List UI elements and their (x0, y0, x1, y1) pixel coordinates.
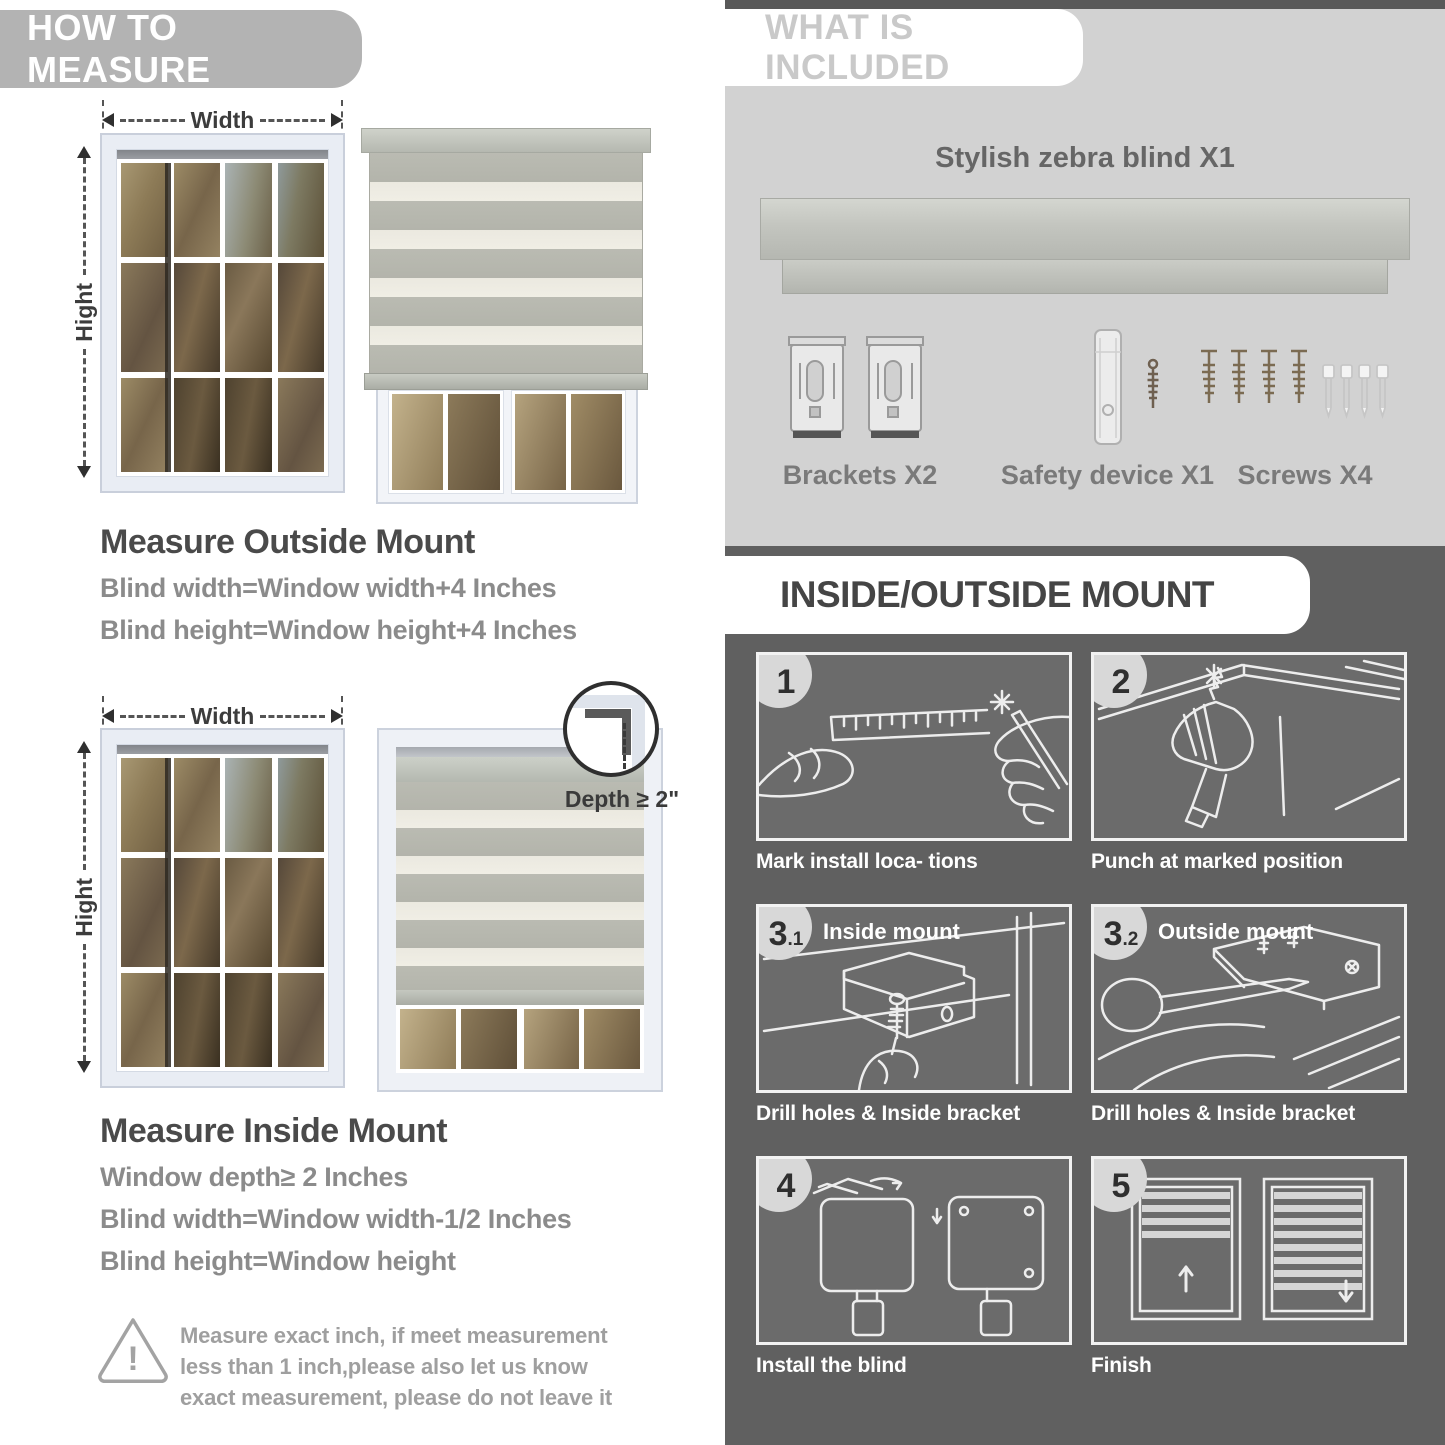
mount-section-header (725, 556, 1310, 634)
step-5-caption: Finish (1091, 1354, 1152, 1377)
what-is-included-header (725, 9, 1083, 86)
arrow-down-icon (77, 466, 91, 478)
step-number-badge: 2 (1091, 652, 1147, 708)
step-number-badge: 3 .2 (1091, 904, 1147, 960)
how-to-measure-title: HOW TO MEASURE (27, 7, 211, 90)
width-arrow-outside (102, 108, 343, 132)
safety-device-icon (1040, 328, 1190, 453)
step-3-2-caption: Drill holes & Inside bracket (1091, 1102, 1355, 1125)
brackets-icon (787, 333, 937, 453)
arrow-right-icon (331, 709, 343, 723)
safety-device-label: Safety device X1 (1000, 460, 1215, 490)
how-to-measure-header (0, 7, 362, 90)
magnifier-depth-detail-icon (563, 681, 659, 777)
zebra-blind-outside-mount-figure (358, 118, 654, 510)
width-label: Width (190, 702, 255, 729)
step-3-1 (756, 904, 1072, 1140)
outside-mount-instructions (100, 523, 700, 646)
outside-mount-width-rule: Blind width=Window width+4 Inches (100, 573, 557, 603)
step-2-illustration-frame (1091, 652, 1407, 841)
window-photo-outside (100, 133, 345, 493)
depth-requirement-label: Depth ≥ 2" (564, 786, 680, 812)
screws-label: Screws X4 (1237, 460, 1373, 490)
inside-mount-height-rule: Blind height=Window height (100, 1246, 456, 1276)
step-3-1-illustration-frame (756, 904, 1072, 1093)
step-number-badge: 3 .1 (756, 904, 812, 960)
step-3-1-caption: Drill holes & Inside bracket (756, 1102, 1020, 1125)
step-1 (756, 652, 1072, 888)
blind-bottom-rail (364, 373, 648, 390)
hight-label: Hight (70, 877, 97, 937)
arrow-left-icon (102, 709, 114, 723)
outside-mount-height-rule: Blind height=Window height+4 Inches (100, 615, 577, 645)
arrow-down-icon (77, 1061, 91, 1073)
product-name-label: Stylish zebra blind X1 (935, 142, 1235, 174)
window-sash-left (121, 758, 220, 1067)
hight-label: Hight (70, 282, 97, 342)
depth-dashed-line (623, 723, 626, 769)
blind-bottom-rail (396, 990, 644, 1005)
window-top-track (117, 150, 328, 159)
installation-steps-grid (756, 652, 1407, 1392)
warning-triangle-icon (95, 1313, 171, 1383)
inside-mount-width-rule: Blind width=Window width-1/2 Inches (100, 1204, 572, 1234)
arrow-left-icon (102, 113, 114, 127)
blind-headrail (361, 128, 651, 153)
step-2-caption: Punch at marked position (1091, 850, 1343, 873)
step-4 (756, 1156, 1072, 1392)
arrow-up-icon (77, 741, 91, 753)
step-3-1-panel-title: Inside mount (823, 919, 960, 944)
window-sash-right (225, 758, 324, 1067)
lamp-post-reflection (165, 758, 171, 1067)
lamp-post-reflection (165, 163, 171, 472)
height-arrow-outside (72, 146, 96, 478)
blind-cassette-image (760, 198, 1410, 260)
inside-mount-title: Measure Inside Mount (100, 1112, 448, 1150)
window-photo-inside (100, 728, 345, 1088)
step-number-badge: 1 (756, 652, 812, 708)
window-top-track (117, 745, 328, 754)
window-sash-left (121, 163, 220, 472)
zebra-blind-inside-mount-figure (377, 728, 663, 1092)
brackets-label: Brackets X2 (782, 460, 938, 490)
inside-mount-depth-rule: Window depth≥ 2 Inches (100, 1162, 408, 1192)
what-is-included-section (725, 0, 1445, 546)
mount-section-title: INSIDE/OUTSIDE MOUNT (780, 574, 1215, 615)
step-number-badge: 4 (756, 1156, 812, 1212)
step-4-caption: Install the blind (756, 1354, 907, 1377)
step-1-illustration-frame (756, 652, 1072, 841)
blind-zebra-stripes (396, 782, 644, 990)
screws-icon (1193, 343, 1393, 448)
blind-zebra-stripes (369, 153, 643, 373)
measurement-warning-text: Measure exact inch, if meet measurement less than 1 inch,please also let us know exact measurement, please do not leave it (180, 1323, 612, 1411)
height-arrow-inside (72, 741, 96, 1073)
blind-cassette-underside (782, 260, 1388, 294)
inside-mount-instructions (100, 1112, 700, 1277)
step-3-2 (1091, 904, 1407, 1140)
step-5-illustration-frame (1091, 1156, 1407, 1345)
step-5 (1091, 1156, 1407, 1392)
step-2 (1091, 652, 1407, 888)
what-is-included-title: WHAT IS INCLUDED (765, 7, 950, 87)
arrow-right-icon (331, 113, 343, 127)
step-3-2-illustration-frame (1091, 904, 1407, 1093)
inside-outside-mount-section (725, 546, 1445, 1445)
step-4-illustration-frame (756, 1156, 1072, 1345)
outside-mount-title: Measure Outside Mount (100, 523, 475, 561)
right-panel (725, 0, 1445, 1445)
width-label: Width (190, 106, 255, 133)
step-1-caption: Mark install loca- tions (756, 850, 978, 873)
arrow-up-icon (77, 146, 91, 158)
warning-exclamation-glyph: ! (127, 1340, 139, 1378)
width-arrow-inside (102, 704, 343, 728)
window-sash-right (225, 163, 324, 472)
step-3-2-panel-title: Outside mount (1158, 919, 1314, 944)
window-bottom-behind-blind (376, 380, 638, 504)
step-number-badge: 5 (1091, 1156, 1147, 1212)
